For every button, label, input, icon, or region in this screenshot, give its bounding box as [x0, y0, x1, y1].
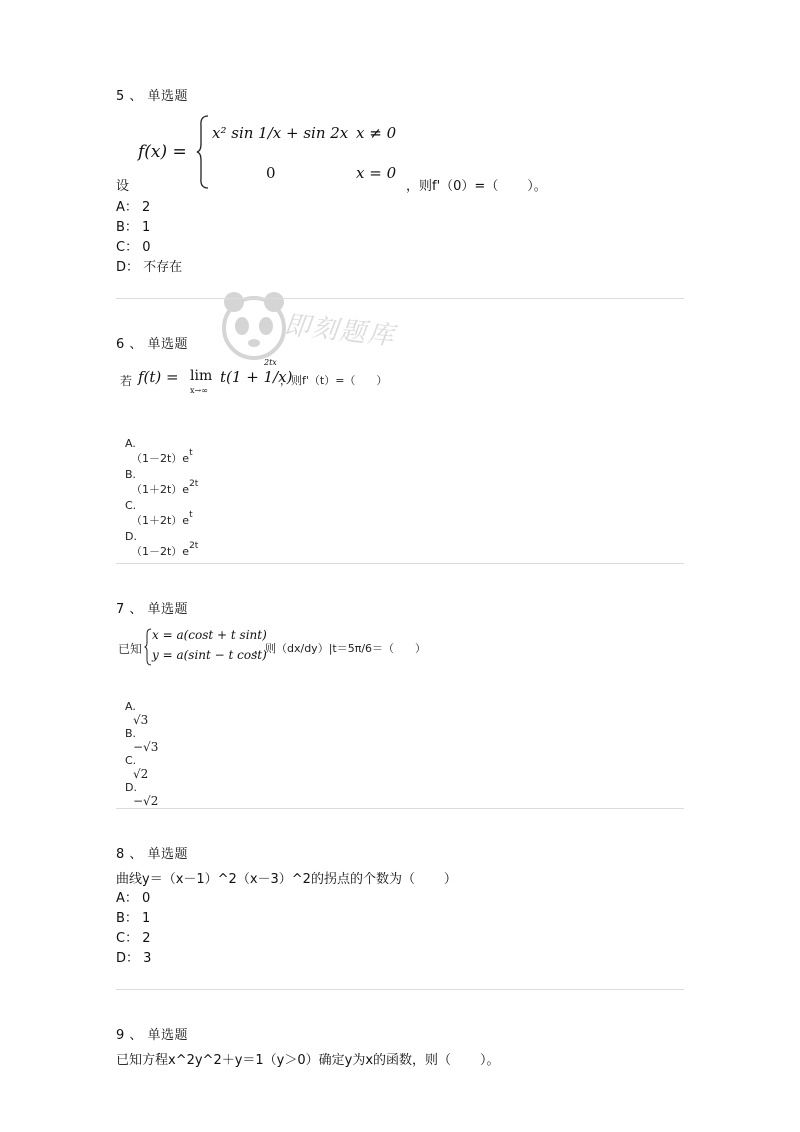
- q6-suffix: ，则f'（t）=（ ）: [280, 374, 388, 387]
- q6-option-d-label: D.: [125, 530, 137, 543]
- q6-option-a-label: A.: [125, 437, 136, 450]
- left-brace-icon: [196, 114, 210, 190]
- q5-formula-lhs: f(x) =: [138, 142, 187, 162]
- q6-option-c-coef: （1＋2t）e: [131, 514, 190, 527]
- q9-stem: 已知方程x^2y^2＋y＝1（y＞0）确定y为x的函数，则（ ）。: [116, 1053, 500, 1068]
- question-7-header: 7 、 单选题: [116, 602, 189, 617]
- q7-line1: x = a(cost + t sint): [152, 628, 267, 642]
- divider: [116, 298, 684, 299]
- q7-option-a-label: A.: [125, 700, 136, 713]
- q6-option-d-coef: （1－2t）e: [131, 545, 190, 558]
- q5-case1-cond: x ≠ 0: [356, 124, 397, 142]
- q6-option-a-coef: （1－2t）e: [131, 452, 190, 465]
- q6-option-d-exp: 2t: [189, 541, 199, 551]
- q6-lim-sub: x→∞: [190, 386, 208, 395]
- q5-case2-cond: x = 0: [356, 164, 397, 182]
- divider: [116, 989, 684, 990]
- q7-line2: y = a(sint − t cost): [152, 648, 267, 662]
- q7-option-d: [118, 768, 158, 808]
- q6-option-b-coef: （1＋2t）e: [131, 483, 190, 496]
- q5-option-a: A： 2: [116, 200, 151, 215]
- q8-option-d: D： 3: [116, 951, 152, 966]
- question-5-stem: [116, 112, 596, 192]
- q5-option-b: B： 1: [116, 220, 151, 235]
- watermark-text: 即刻题库: [282, 310, 398, 352]
- q7-prefix: 已知: [118, 642, 143, 656]
- q6-option-b-label: B.: [125, 468, 137, 481]
- question-5-header: 5 、 单选题: [116, 89, 189, 104]
- divider: [116, 563, 684, 564]
- panda-icon: [214, 288, 294, 368]
- q5-suffix: ，则f'（0）=（ ）。: [406, 179, 547, 194]
- q6-prefix: 若: [120, 374, 133, 388]
- question-7-stem: [118, 626, 518, 670]
- q6-lim: lim: [190, 368, 213, 384]
- q7-option-c-value: √2: [133, 767, 149, 781]
- q7-option-b-label: B.: [125, 727, 137, 740]
- q6-option-c-exp: t: [189, 510, 193, 520]
- q6-option-d: [118, 517, 198, 559]
- question-6-stem: [120, 358, 520, 404]
- q7-option-b-value: −√3: [133, 740, 159, 754]
- q6-body: t(1 + 1/x): [220, 368, 293, 386]
- q5-case2-expr: 0: [266, 164, 276, 182]
- left-brace-icon: [144, 628, 152, 666]
- q7-option-a-value: √3: [133, 713, 149, 727]
- q7-option-d-label: D.: [125, 781, 137, 794]
- question-9-header: 9 、 单选题: [116, 1028, 189, 1043]
- divider: [116, 808, 684, 809]
- q6-option-b-exp: 2t: [189, 479, 199, 489]
- q5-option-d: D： 不存在: [116, 260, 183, 275]
- q8-option-b: B： 1: [116, 911, 151, 926]
- question-8-header: 8 、 单选题: [116, 847, 189, 862]
- question-6-header: 6 、 单选题: [116, 337, 189, 352]
- q7-option-d-value: −√2: [133, 794, 159, 808]
- q7-option-c-label: C.: [125, 754, 137, 767]
- q6-exp: 2tx: [264, 358, 277, 367]
- q6-formula-lhs: f(t) =: [138, 368, 179, 386]
- q5-option-c: C： 0: [116, 240, 151, 255]
- q5-case1-expr: x² sin 1/x + sin 2x: [212, 124, 349, 142]
- q8-option-c: C： 2: [116, 931, 151, 946]
- q7-suffix: ，则（dx/dy）|t＝5π/6＝（ ）: [254, 642, 427, 655]
- q6-option-a-exp: t: [189, 448, 193, 458]
- q8-stem: 曲线y＝（x－1）^2（x－3）^2的拐点的个数为（ ）: [116, 872, 457, 887]
- q8-option-a: A： 0: [116, 891, 151, 906]
- q5-prefix: 设: [116, 179, 130, 194]
- q6-option-c-label: C.: [125, 499, 137, 512]
